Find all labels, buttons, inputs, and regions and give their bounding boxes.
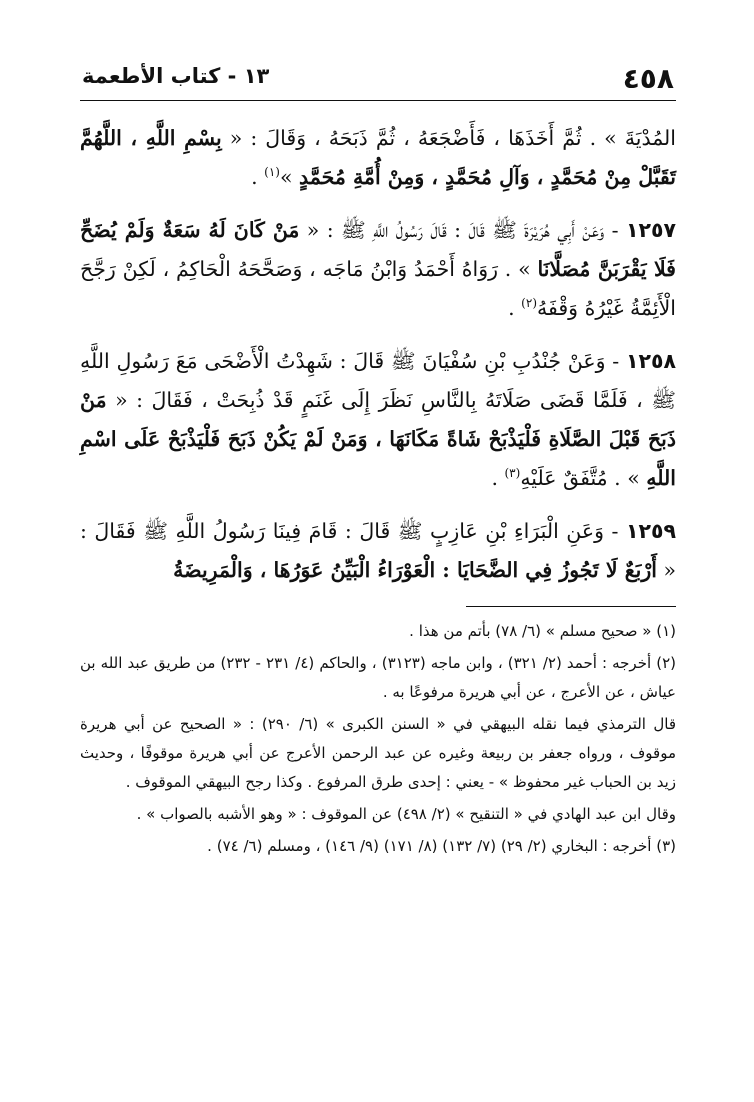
- book-page: [80, 58, 676, 864]
- hadith-number: ١٢٥٨: [625, 349, 676, 373]
- footnote-separator: [466, 606, 676, 607]
- page-number: ٤٥٨: [622, 62, 674, 95]
- footnote-2-continued: قال الترمذي فيما نقله البيهقي في « السنن الكبرى » (٦/ ٢٩٠) : « الصحيح عن أبي هريرة موقوف ، ورواه جعفر بن ربيعة وغيره عن عبد الرحمن الأعرج عن أبي هريرة موقوفًا ، وحديث زيد بن الحباب غير محفوظ » - يعني : إحدى طرق المرفوع . وكذا رجح البيهقي الموقوف .: [80, 715, 676, 791]
- hadith-quote: أَرْبَعٌ لَا تَجُوزُ فِي الضَّحَايَا : الْعَوْرَاءُ الْبَيِّنُ عَوَرُهَا ، وَالْمَرِيضَةُ: [173, 558, 657, 582]
- footnotes: [80, 617, 676, 861]
- text-run: » . مُتَّفَقٌ عَلَيْهِ: [520, 466, 647, 490]
- text-run: .: [491, 466, 505, 490]
- text-run: - وَعَنْ جُنْدُبِ بْنِ سُفْيَانَ ﷺ قَالَ : شَهِدْتُ الْأَضْحَى مَعَ رَسُولِ اللَّهِ ﷺ ، فَلَمَّا قَضَى صَلَاتَهُ بِالنَّاسِ نَظَرَ إِلَى غَنَمٍ قَدْ ذُبِحَتْ ، فَقَالَ : «: [80, 349, 676, 412]
- page-header: [80, 58, 676, 101]
- hadith-number: ١٢٥٧: [625, 218, 676, 242]
- hadith-1259: [80, 512, 676, 590]
- footnote-ref: (٣): [504, 466, 521, 481]
- text-run: .: [508, 296, 522, 320]
- hadith-quote: بِسْمِ اللَّهِ ، اللَّهُمَّ تَقَبَّلْ مِنْ مُحَمَّدٍ ، وَآلِ مُحَمَّدٍ ، وَمِنْ أُمَّةِ مُحَمَّدٍ: [80, 126, 676, 189]
- main-text: [80, 119, 676, 590]
- footnote-2-continued: وقال ابن عبد الهادي في « التنقيح » (٢/ ٤٩٨) عن الموقوف : « وهو الأشبه بالصواب » .: [136, 805, 676, 823]
- hadith-quote: مَنْ ذَبَحَ قَبْلَ الصَّلَاةِ فَلْيَذْبَحْ شَاةً مَكَانَهَا ، وَمَنْ لَمْ يَكُنْ ذَبَحَ فَلْيَذْبَحْ عَلَى اسْمِ اللَّهِ: [80, 388, 676, 490]
- text-run: .: [251, 165, 265, 189]
- text-run: - وَعَنِ الْبَرَاءِ بْنِ عَازِبٍ ﷺ قَالَ : قَامَ فِينَا رَسُولُ اللَّهِ ﷺ فَقَالَ : «: [80, 519, 676, 582]
- footnote-ref: (٢): [521, 296, 537, 311]
- hadith-1258: [80, 342, 676, 498]
- footnote-3: (٣) أخرجه : البخاري (٢/ ٢٩) (٧/ ١٣٢) (٨/ ١٧١) (٩/ ١٤٦) ، ومسلم (٦/ ٧٤) .: [207, 837, 676, 855]
- hadith-number: ١٢٥٩: [625, 519, 676, 543]
- text-run: - وَعَنْ أَبِي هُرَيْرَةَ ﷺ قَالَ : قَالَ رَسُولُ اللَّهِ ﷺ : «: [299, 218, 626, 242]
- hadith-1257: [80, 211, 676, 328]
- footnote-1: (١) « صحيح مسلم » (٦/ ٧٨) بأتم من هذا .: [409, 622, 676, 640]
- footnote-ref: (١): [264, 165, 280, 180]
- hadith-quote: مَنْ كَانَ لَهُ سَعَةٌ وَلَمْ يُضَحِّ فَلَا يَقْرَبَنَّ مُصَلَّانَا: [80, 218, 676, 281]
- chapter-title: ١٣ - كتاب الأطعمة: [82, 64, 270, 88]
- paragraph-intro: [80, 119, 676, 197]
- text-run: »: [279, 165, 300, 189]
- footnote-2: (٢) أخرجه : أحمد (٢/ ٣٢١) ، وابن ماجه (٣١٢٣) ، والحاكم (٤/ ٢٣١ - ٢٣٢) من طريق عبد الله بن عياش ، عن الأعرج ، عن أبي هريرة مرفوعًا به .: [80, 654, 676, 701]
- text-run: المُدْيَةَ » . ثُمَّ أَخَذَهَا ، فَأَضْجَعَهُ ، ثُمَّ ذَبَحَهُ ، وَقَالَ : «: [221, 126, 676, 150]
- text-run: » . رَوَاهُ أَحْمَدُ وَابْنُ مَاجَه ، وَصَحَّحَهُ الْحَاكِمُ ، لَكِنْ رَجَّحَ الْأَئِمَّةُ غَيْرُهُ وَقْفَهُ: [80, 257, 676, 320]
